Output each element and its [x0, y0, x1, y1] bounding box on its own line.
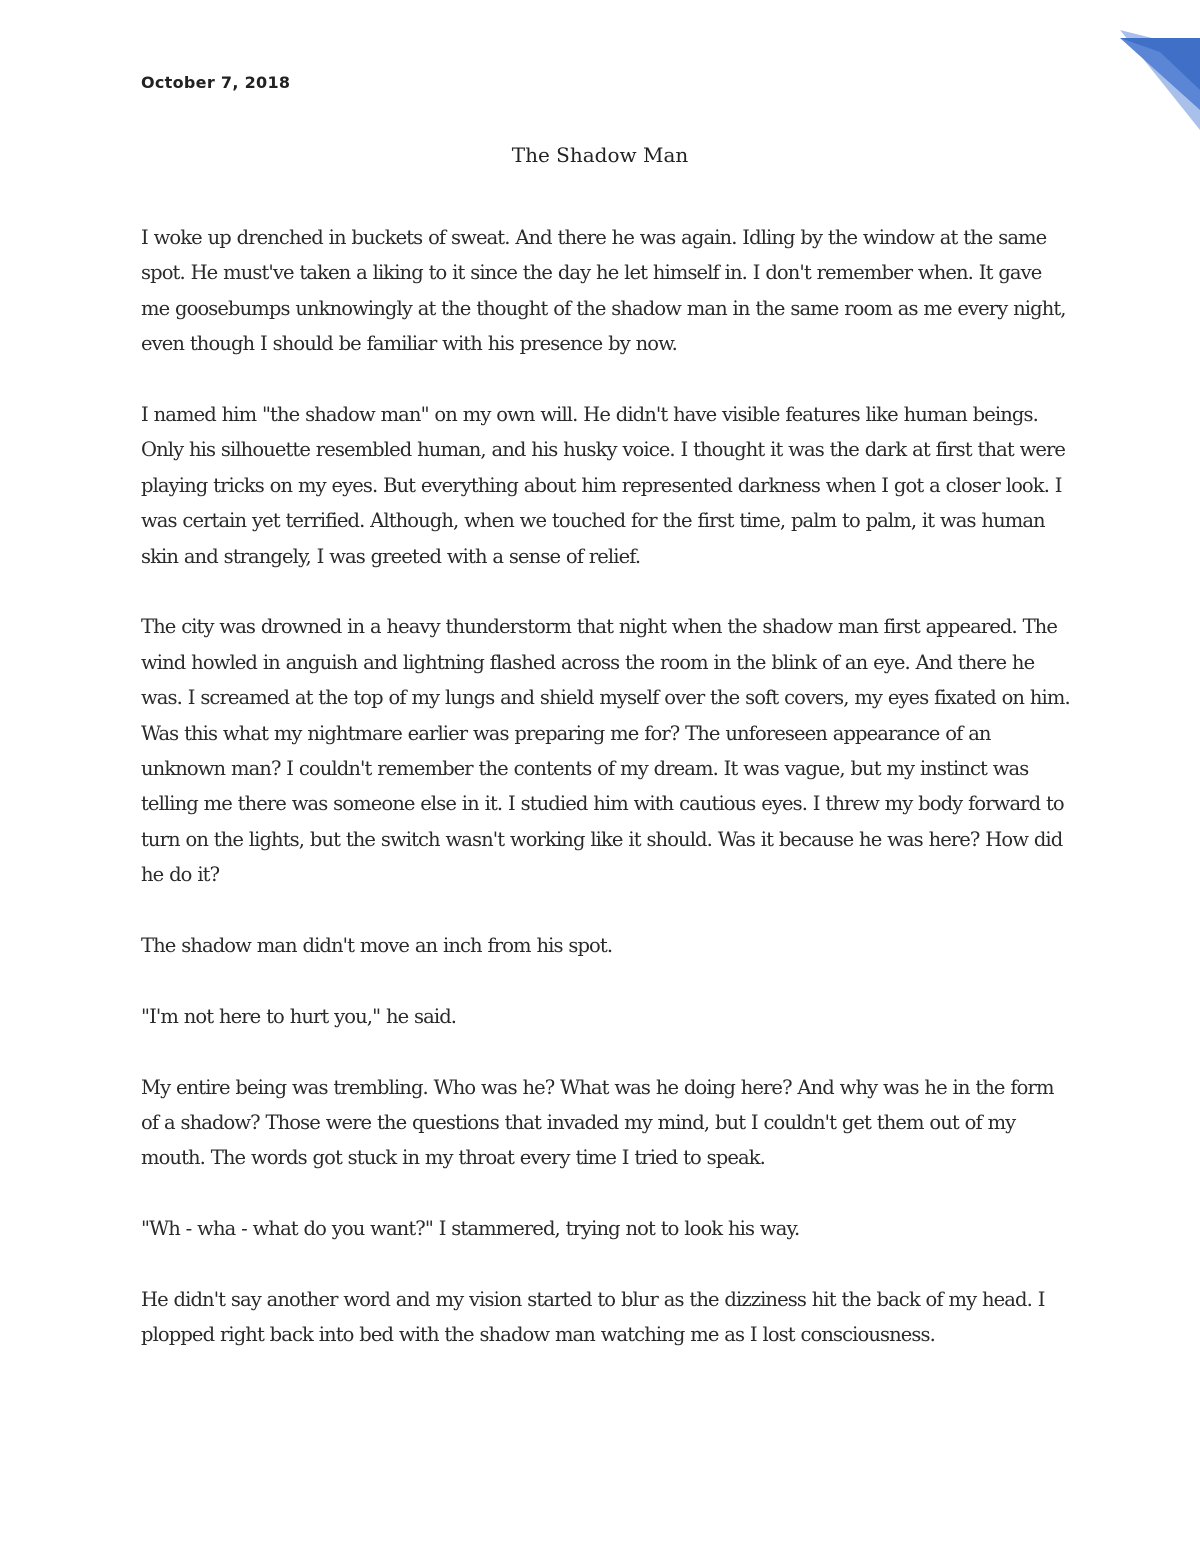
paragraph: He didn't say another word and my vision started to blur as the dizziness hit the back of my head. I plopped right back into bed with the shadow man watching me as I lost consciousness.	[141, 1288, 1045, 1347]
paragraph: I woke up drenched in buckets of sweat. And there he was again. Idling by the window at the same spot. He must've taken a liking to it since the day he let himself in. I don't remember when. It gave me goosebumps unknowingly at the thought of the shadow man in the same room as me every night, even though I should be familiar with his presence by now.	[141, 226, 1066, 356]
corner-decoration	[1060, 0, 1200, 130]
document-body	[141, 220, 1071, 1388]
paragraph: I named him "the shadow man" on my own will. He didn't have visible features like human beings. Only his silhouette resembled human, and his husky voice. I thought it was the dark at first that were playing tricks on my eyes. But everything about him represented darkness when I got a closer look. I was certain yet terrified. Although, when we touched for the first time, palm to palm, it was human skin and strangely, I was greeted with a sense of relief.	[141, 403, 1066, 568]
paragraph: The city was drowned in a heavy thunderstorm that night when the shadow man first appeared. The wind howled in anguish and lightning flashed across the room in the blink of an eye. And there he was. I screamed at the top of my lungs and shield myself over the soft covers, my eyes fixated on him. Was this what my nightmare earlier was preparing me for? The unforeseen appearance of an unknown man? I couldn't remember the contents of my dream. It was vague, but my instinct was telling me there was someone else in it. I studied him with cautious eyes. I threw my body forward to turn on the lights, but the switch wasn't working like it should. Was it because he was here? How did he do it?	[141, 615, 1070, 887]
document-date: October 7, 2018	[141, 73, 291, 92]
document-title: The Shadow Man	[511, 143, 689, 167]
paragraph: "I'm not here to hurt you," he said.	[141, 1004, 457, 1028]
paragraph: The shadow man didn't move an inch from his spot.	[141, 934, 613, 958]
paragraph: "Wh - wha - what do you want?" I stammered, trying not to look his way.	[141, 1217, 800, 1241]
paragraph: My entire being was trembling. Who was he? What was he doing here? And why was he in the form of a shadow? Those were the questions that invaded my mind, but I couldn't get them out of my mouth. The words got stuck in my throat every time I tried to speak.	[141, 1075, 1054, 1170]
